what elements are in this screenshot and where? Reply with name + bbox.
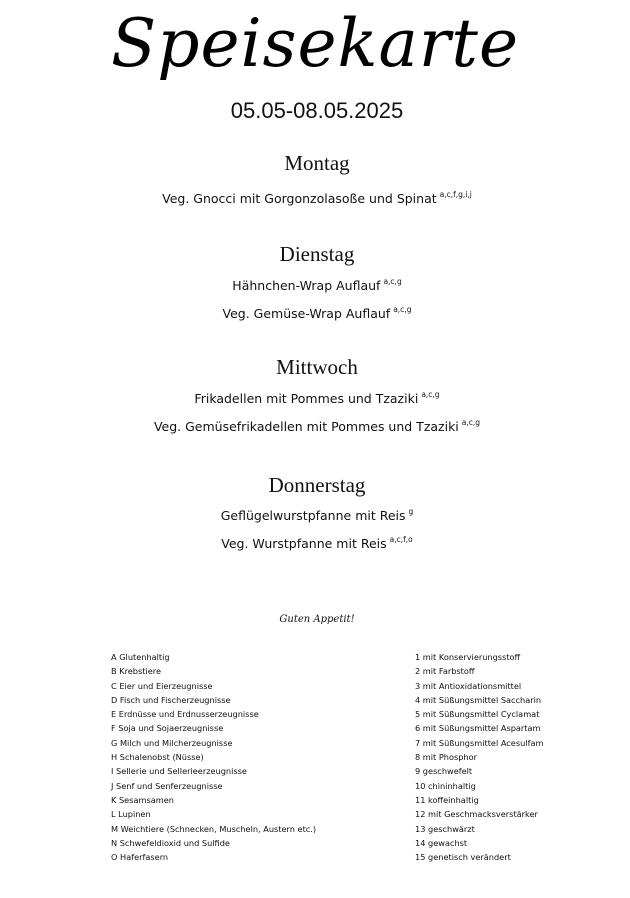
dish-text: Veg. Gemüse-Wrap Auflauf [222, 306, 391, 321]
legend-item: G Milch und Milcherzeugnisse [111, 737, 233, 748]
dish-text: Frikadellen mit Pommes und Tzaziki [194, 391, 419, 406]
closing-greeting: Guten Appetit! [279, 614, 355, 625]
legend-item: 7 mit Süßungsmittel Acesulfam [415, 737, 544, 748]
allergen-codes: a,c,f,o [389, 535, 413, 544]
dish-item [0, 190, 630, 206]
dish-item [0, 418, 630, 434]
additive-legend [415, 650, 543, 864]
legend-item: 12 mit Geschmacksverstärker [415, 809, 538, 820]
day-heading-dienstag: Dienstag [279, 242, 355, 266]
legend-item: 6 mit Süßungsmittel Aspartam [415, 723, 541, 734]
allergen-codes: a,c,g [393, 305, 412, 314]
legend-item: 5 mit Süßungsmittel Cyclamat [415, 709, 540, 720]
allergen-codes: a,c,g [421, 390, 440, 399]
legend-item: 1 mit Konservierungsstoff [415, 652, 521, 662]
legend-item: 4 mit Süßungsmittel Saccharin [415, 694, 542, 705]
legend-item: 14 gewachst [415, 837, 468, 848]
dish-text: Veg. Wurstpfanne mit Reis [221, 536, 387, 551]
allergen-codes: a,c,f,g,i,j [439, 190, 472, 199]
legend-item: K Sesamsamen [111, 794, 174, 805]
legend-item: D Fisch und Fischerzeugnisse [111, 694, 231, 705]
day-heading-montag: Montag [284, 151, 350, 175]
menu-title: Speisekarte [110, 5, 520, 82]
legend-item: L Lupinen [111, 809, 151, 820]
legend-item: 13 geschwärzt [415, 823, 475, 834]
day-heading-mittwoch: Mittwoch [276, 355, 358, 379]
legend-item: 8 mit Phosphor [415, 752, 478, 763]
allergen-codes: g [408, 507, 414, 516]
legend-item: F Soja und Sojaerzeugnisse [111, 723, 224, 734]
allergen-legend [111, 650, 316, 864]
dish-item [0, 390, 630, 406]
dish-text: Veg. Gemüsefrikadellen mit Pommes und Tzaziki [153, 419, 459, 434]
dish-text: Veg. Gnocci mit Gorgonzolasoße und Spinat [162, 191, 437, 206]
allergen-codes: a,c,g [383, 277, 402, 286]
allergen-codes: a,c,g [461, 418, 481, 427]
legend-item: 10 chininhaltig [415, 780, 476, 791]
dish-item [0, 305, 630, 321]
dish-item [0, 277, 630, 293]
dish-item [0, 507, 630, 523]
legend-item: C Eier und Eierzeugnisse [111, 680, 213, 691]
legend-item: 9 geschwefelt [415, 766, 473, 777]
day-heading-donnerstag: Donnerstag [268, 473, 366, 497]
legend-item: B Krebstiere [111, 666, 162, 677]
dish-item [0, 535, 630, 551]
date-range: 05.05-08.05.2025 [230, 98, 404, 123]
dish-text: Hähnchen-Wrap Auflauf [232, 278, 381, 293]
legend-item: O Haferfasern [111, 852, 169, 863]
legend-item: J Senf und Senferzeugnisse [111, 780, 223, 791]
legend-item: I Sellerie und Sellerieerzeugnisse [111, 766, 247, 777]
legend-item: 11 koffeinhaltig [415, 794, 479, 805]
legend-item: 3 mit Antioxidationsmittel [415, 680, 522, 691]
legend-item: E Erdnüsse und Erdnusserzeugnisse [111, 709, 259, 720]
legend-item: 2 mit Farbstoff [415, 666, 475, 677]
legend-item: H Schalenobst (Nüsse) [111, 752, 204, 763]
legend-item: A Glutenhaltig [111, 652, 170, 662]
legend-item: 15 genetisch verändert [415, 852, 511, 863]
legend-item: N Schwefeldioxid und Sulfide [111, 837, 230, 848]
legend-item: M Weichtiere (Schnecken, Muscheln, Austern etc.) [111, 823, 317, 834]
dish-text: Geflügelwurstpfanne mit Reis [220, 508, 406, 523]
